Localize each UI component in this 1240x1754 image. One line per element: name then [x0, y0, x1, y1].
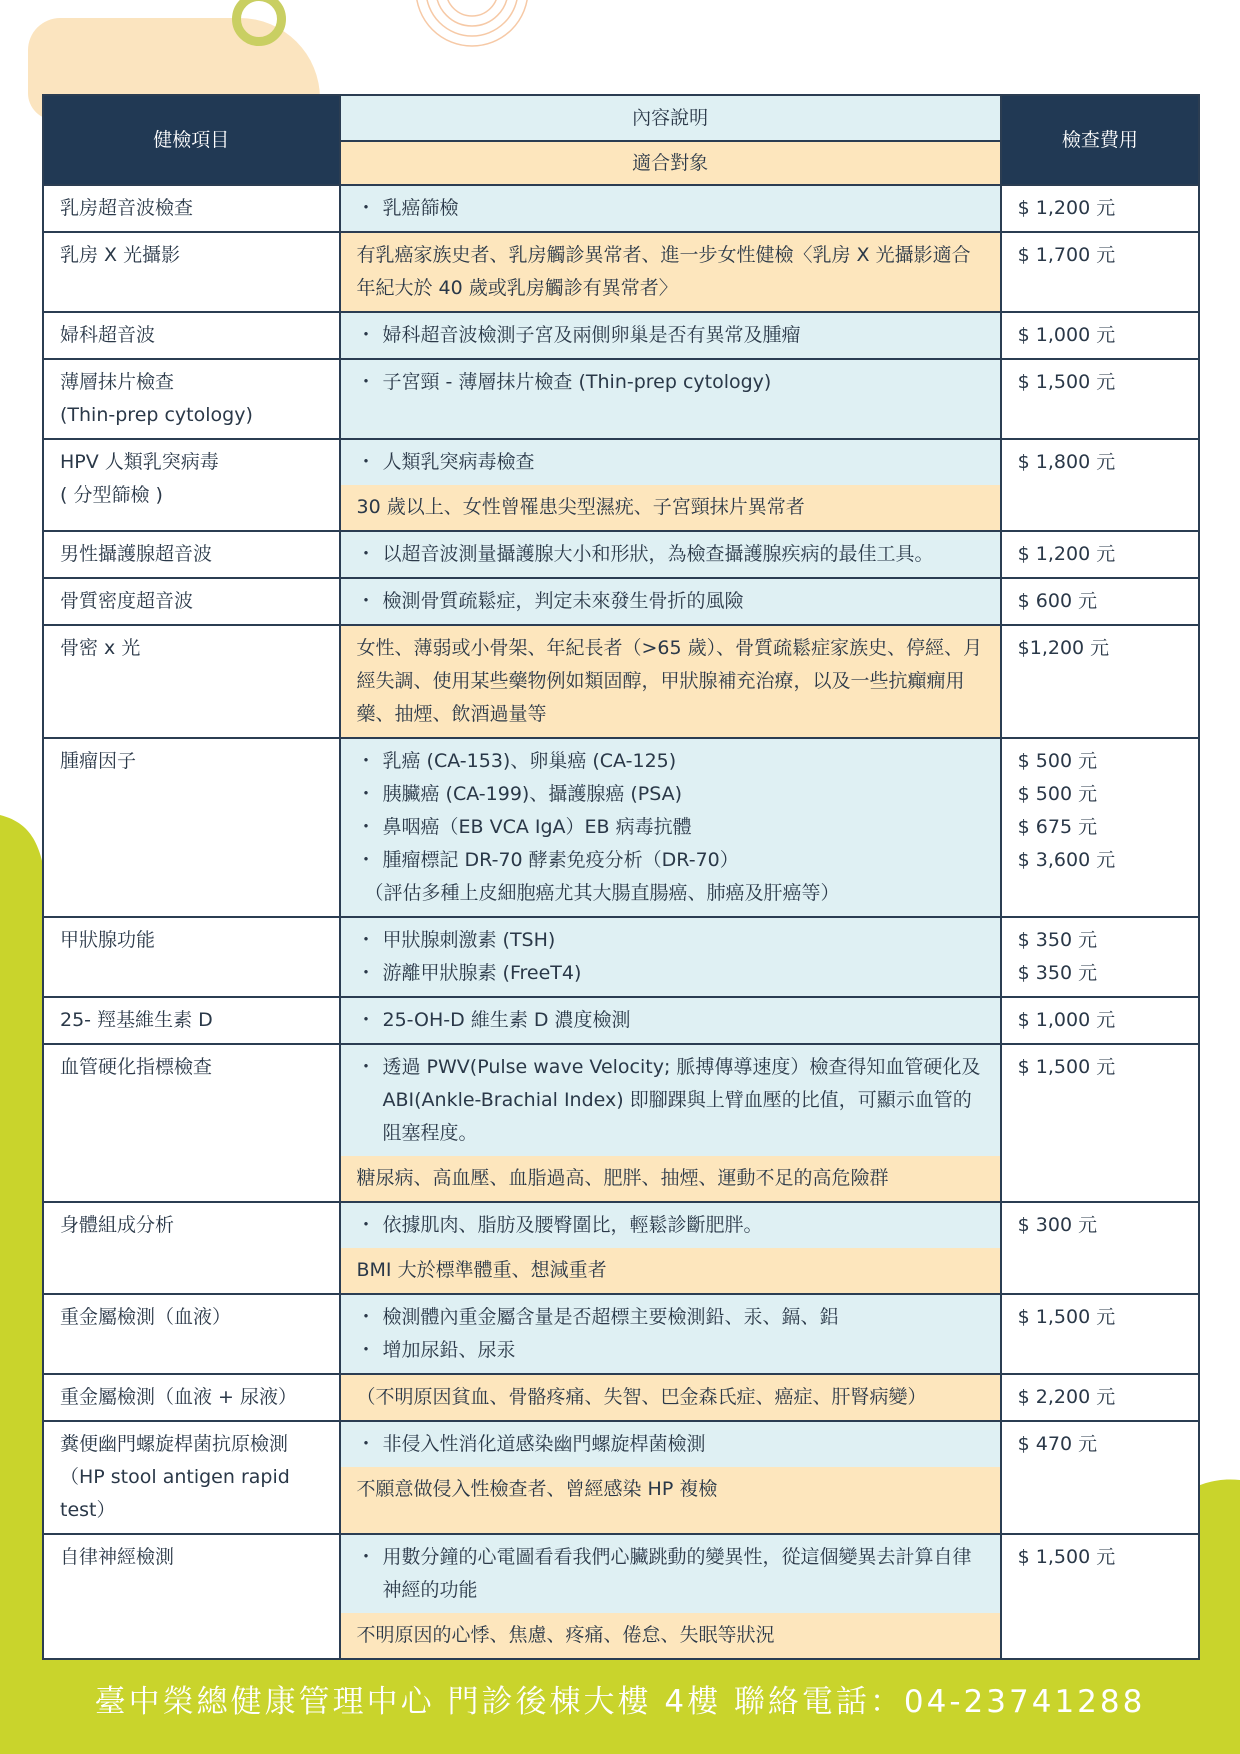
fee-cell — [1001, 578, 1199, 625]
fee-value: $ 1,700 元 — [1017, 244, 1116, 266]
content-block — [341, 1535, 1000, 1613]
fee-cell — [1001, 1421, 1199, 1534]
target-block: （不明原因貧血、骨骼疼痛、失智、巴金森氏症、癌症、肝腎病變） — [341, 1375, 1000, 1420]
content-text: 檢測體內重金屬含量是否超標主要檢測鉛、汞、鎘、鋁 — [382, 1306, 839, 1328]
content-bullet — [357, 1301, 984, 1334]
content-cell — [340, 1044, 1001, 1202]
item-cell — [43, 1202, 340, 1294]
bullet-icon: ・ — [356, 324, 376, 346]
header-item: 健檢項目 — [43, 95, 340, 185]
item-cell — [43, 578, 340, 625]
content-bullet — [357, 1541, 984, 1607]
item-name: HPV 人類乳突病毒 — [60, 451, 219, 473]
item-name: ( 分型篩檢 ) — [60, 484, 163, 506]
item-name: 重金屬檢測（血液 + 尿液） — [60, 1386, 297, 1408]
content-cell — [340, 359, 1001, 439]
content-bullet — [357, 446, 984, 479]
content-block — [341, 1422, 1000, 1467]
bullet-icon: ・ — [356, 962, 376, 984]
item-name: 糞便幽門螺旋桿菌抗原檢測 — [60, 1433, 289, 1455]
content-block — [341, 1045, 1000, 1156]
table-row — [43, 578, 1199, 625]
content-cell — [340, 578, 1001, 625]
content-block — [341, 440, 1000, 485]
content-bullet — [357, 844, 984, 877]
item-cell — [43, 997, 340, 1044]
item-name: 腫瘤因子 — [60, 750, 137, 772]
item-cell — [43, 625, 340, 738]
content-text: 腫瘤標記 DR-70 酵素免疫分析（DR-70） — [382, 849, 739, 871]
content-text: 用數分鐘的心電圖看看我們心臟跳動的變異性，從這個變異去計算自律神經的功能 — [382, 1546, 972, 1601]
target-block: 糖尿病、高血壓、血脂過高、肥胖、抽煙、運動不足的高危險群 — [341, 1156, 1000, 1201]
content-bullet — [357, 745, 984, 778]
content-cell — [340, 1421, 1001, 1534]
fee-value: $ 1,500 元 — [1017, 371, 1116, 393]
bullet-icon: ・ — [356, 197, 376, 219]
item-name: 重金屬檢測（血液） — [60, 1306, 232, 1328]
content-bullet — [357, 778, 984, 811]
fee-value: $ 350 元 — [1017, 929, 1098, 951]
table-row — [43, 439, 1199, 531]
content-text: 婦科超音波檢測子宮及兩側卵巢是否有異常及腫瘤 — [382, 324, 801, 346]
bullet-icon: ・ — [356, 1306, 376, 1328]
target-block: BMI 大於標準體重、想減重者 — [341, 1248, 1000, 1293]
fee-cell — [1001, 917, 1199, 997]
item-name: 25- 羥基維生素 D — [60, 1009, 213, 1031]
target-block: 女性、薄弱或小骨架、年紀長者（>65 歲）、骨質疏鬆症家族史、停經、月經失調、使用某些藥物例如類固醇，甲狀腺補充治療，以及一些抗癲癇用藥、抽煙、飲酒過量等 — [341, 626, 1000, 737]
content-cell — [340, 1294, 1001, 1374]
item-cell — [43, 738, 340, 917]
fee-value: $ 1,200 元 — [1017, 197, 1116, 219]
item-cell — [43, 1044, 340, 1202]
content-cell — [340, 1202, 1001, 1294]
item-name: 男性攝護腺超音波 — [60, 543, 213, 565]
table-row — [43, 1374, 1199, 1421]
fee-value: $ 300 元 — [1017, 1214, 1098, 1236]
content-bullet — [357, 585, 984, 618]
content-cell — [340, 738, 1001, 917]
content-bullet — [357, 811, 984, 844]
item-name: 骨質密度超音波 — [60, 590, 194, 612]
table-row — [43, 185, 1199, 232]
fee-value: $ 1,000 元 — [1017, 324, 1116, 346]
content-block — [341, 1295, 1000, 1373]
bullet-icon: ・ — [356, 1433, 376, 1455]
fee-cell — [1001, 531, 1199, 578]
fee-value: $ 2,200 元 — [1017, 1386, 1116, 1408]
fee-cell — [1001, 625, 1199, 738]
table-row — [43, 997, 1199, 1044]
table-row — [43, 1534, 1199, 1659]
content-text: 以超音波測量攝護腺大小和形狀，為檢查攝護腺疾病的最佳工具。 — [382, 543, 934, 565]
fee-value: $ 1,200 元 — [1017, 543, 1116, 565]
table-body — [43, 185, 1199, 1659]
content-text: 非侵入性消化道感染幽門螺旋桿菌檢測 — [382, 1433, 706, 1455]
content-bullet — [357, 924, 984, 957]
item-name: 骨密 x 光 — [60, 637, 141, 659]
bullet-icon: ・ — [356, 783, 376, 805]
fee-value: $ 1,000 元 — [1017, 1009, 1116, 1031]
item-cell — [43, 439, 340, 531]
content-text: 乳癌篩檢 — [382, 197, 459, 219]
fee-cell — [1001, 738, 1199, 917]
content-cell — [340, 1534, 1001, 1659]
item-cell — [43, 312, 340, 359]
fee-cell — [1001, 439, 1199, 531]
content-cell — [340, 232, 1001, 312]
table-row — [43, 625, 1199, 738]
content-cell — [340, 1374, 1001, 1421]
fee-cell — [1001, 312, 1199, 359]
content-block — [341, 532, 1000, 577]
fee-cell — [1001, 1044, 1199, 1202]
content-bullet — [357, 1209, 984, 1242]
item-name: 自律神經檢測 — [60, 1546, 175, 1568]
item-name: 薄層抹片檢查 — [60, 371, 175, 393]
fee-value: $ 500 元 — [1017, 783, 1098, 805]
content-cell — [340, 531, 1001, 578]
content-cell — [340, 997, 1001, 1044]
content-block — [341, 186, 1000, 231]
health-check-price-table — [42, 94, 1200, 1660]
item-cell — [43, 1534, 340, 1659]
fee-cell — [1001, 1374, 1199, 1421]
content-block — [341, 739, 1000, 916]
content-bullet — [357, 1004, 984, 1037]
bullet-icon: ・ — [356, 1339, 376, 1361]
table-row — [43, 1421, 1199, 1534]
price-table-container — [42, 94, 1200, 1660]
content-cell — [340, 185, 1001, 232]
fee-value: $ 1,500 元 — [1017, 1306, 1116, 1328]
content-bullet — [357, 319, 984, 352]
fee-value: $ 1,500 元 — [1017, 1056, 1116, 1078]
content-cell — [340, 312, 1001, 359]
fee-cell — [1001, 359, 1199, 439]
fee-cell — [1001, 1202, 1199, 1294]
item-cell — [43, 1421, 340, 1534]
content-block — [341, 360, 1000, 405]
content-block — [341, 1203, 1000, 1248]
item-cell — [43, 232, 340, 312]
fee-value: $ 1,800 元 — [1017, 451, 1116, 473]
content-text: 鼻咽癌（EB VCA IgA）EB 病毒抗體 — [382, 816, 692, 838]
fee-value: $ 470 元 — [1017, 1433, 1098, 1455]
fee-cell — [1001, 1294, 1199, 1374]
bullet-icon: ・ — [356, 1056, 376, 1078]
table-row — [43, 738, 1199, 917]
table-row — [43, 359, 1199, 439]
bullet-icon: ・ — [356, 929, 376, 951]
content-cell — [340, 625, 1001, 738]
content-note: （評估多種上皮細胞癌尤其大腸直腸癌、肺癌及肝癌等） — [364, 882, 840, 904]
bullet-icon: ・ — [356, 451, 376, 473]
fee-value: $ 350 元 — [1017, 962, 1098, 984]
content-block — [341, 579, 1000, 624]
item-name: 婦科超音波 — [60, 324, 156, 346]
table-row — [43, 531, 1199, 578]
table-row — [43, 232, 1199, 312]
target-block: 不願意做侵入性檢查者、曾經感染 HP 複檢 — [341, 1467, 1000, 1512]
content-bullet — [357, 366, 984, 399]
target-block: 不明原因的心悸、焦慮、疼痛、倦怠、失眠等狀況 — [341, 1613, 1000, 1658]
bullet-icon: ・ — [356, 371, 376, 393]
bullet-icon: ・ — [356, 816, 376, 838]
bullet-icon: ・ — [356, 849, 376, 871]
content-bullet — [357, 1428, 984, 1461]
content-text: 25-OH-D 維生素 D 濃度檢測 — [382, 1009, 631, 1031]
item-cell — [43, 531, 340, 578]
item-cell — [43, 185, 340, 232]
fee-cell — [1001, 185, 1199, 232]
fee-value: $ 500 元 — [1017, 750, 1098, 772]
table-row — [43, 1294, 1199, 1374]
content-text: 透過 PWV(Pulse wave Velocity; 脈搏傳導速度）檢查得知血管硬化及 ABI(Ankle-Brachial Index) 即腳踝與上臂血壓的比值，可顯示血管的阻塞程度。 — [382, 1056, 981, 1144]
item-cell — [43, 917, 340, 997]
bullet-icon: ・ — [356, 543, 376, 565]
content-text: 乳癌 (CA-153)、卵巢癌 (CA-125) — [382, 750, 677, 772]
fee-value: $ 675 元 — [1017, 816, 1098, 838]
item-name: (Thin-prep cytology) — [60, 404, 253, 426]
item-name: （HP stool antigen rapid test） — [60, 1466, 290, 1521]
content-bullet — [357, 192, 984, 225]
fee-cell — [1001, 1534, 1199, 1659]
item-name: 甲狀腺功能 — [60, 929, 156, 951]
table-row — [43, 1202, 1199, 1294]
content-cell — [340, 917, 1001, 997]
content-text: 人類乳突病毒檢查 — [382, 451, 535, 473]
content-cell — [340, 439, 1001, 531]
content-bullet — [357, 957, 984, 990]
fee-value: $ 3,600 元 — [1017, 849, 1116, 871]
bullet-icon: ・ — [356, 1546, 376, 1568]
table-row — [43, 1044, 1199, 1202]
fee-value: $1,200 元 — [1017, 637, 1110, 659]
table-row — [43, 312, 1199, 359]
bullet-icon: ・ — [356, 750, 376, 772]
header-fee: 檢查費用 — [1001, 95, 1199, 185]
table-row — [43, 917, 1199, 997]
bullet-icon: ・ — [356, 590, 376, 612]
concentric-circles-decoration — [412, 0, 532, 50]
content-block — [341, 918, 1000, 996]
fee-cell — [1001, 997, 1199, 1044]
content-text: 胰臟癌 (CA-199)、攝護腺癌 (PSA) — [382, 783, 683, 805]
item-cell — [43, 1294, 340, 1374]
target-block: 30 歲以上、女性曾罹患尖型濕疣、子宮頸抹片異常者 — [341, 485, 1000, 530]
content-block — [341, 313, 1000, 358]
fee-cell — [1001, 232, 1199, 312]
item-name: 乳房 X 光攝影 — [60, 244, 181, 266]
content-bullet — [357, 1334, 984, 1367]
content-bullet — [357, 1051, 984, 1150]
target-block: 有乳癌家族史者、乳房觸診異常者、進一步女性健檢〈乳房 X 光攝影適合年紀大於 40 歲或乳房觸診有異常者〉 — [341, 233, 1000, 311]
header-content: 內容說明 — [340, 95, 1001, 141]
content-text: 子宮頸 - 薄層抹片檢查 (Thin-prep cytology) — [382, 371, 772, 393]
fee-value: $ 1,500 元 — [1017, 1546, 1116, 1568]
item-cell — [43, 359, 340, 439]
bullet-icon: ・ — [356, 1214, 376, 1236]
content-block — [341, 998, 1000, 1043]
content-text: 依據肌肉、脂肪及腰臀圍比，輕鬆診斷肥胖。 — [382, 1214, 763, 1236]
fee-value: $ 600 元 — [1017, 590, 1098, 612]
item-name: 乳房超音波檢查 — [60, 197, 194, 219]
item-name: 身體組成分析 — [60, 1214, 175, 1236]
content-text: 游離甲狀腺素 (FreeT4) — [382, 962, 582, 984]
content-text: 增加尿鉛、尿汞 — [382, 1339, 516, 1361]
content-text: 甲狀腺刺激素 (TSH) — [382, 929, 556, 951]
content-bullet — [357, 538, 984, 571]
item-cell — [43, 1374, 340, 1421]
header-target: 適合對象 — [340, 141, 1001, 185]
footer-contact: 臺中榮總健康管理中心 門診後棟大樓 4樓 聯絡電話：04-23741288 — [94, 1684, 1146, 1720]
content-text: 檢測骨質疏鬆症，判定未來發生骨折的風險 — [382, 590, 744, 612]
item-name: 血管硬化指標檢查 — [60, 1056, 213, 1078]
bullet-icon: ・ — [356, 1009, 376, 1031]
